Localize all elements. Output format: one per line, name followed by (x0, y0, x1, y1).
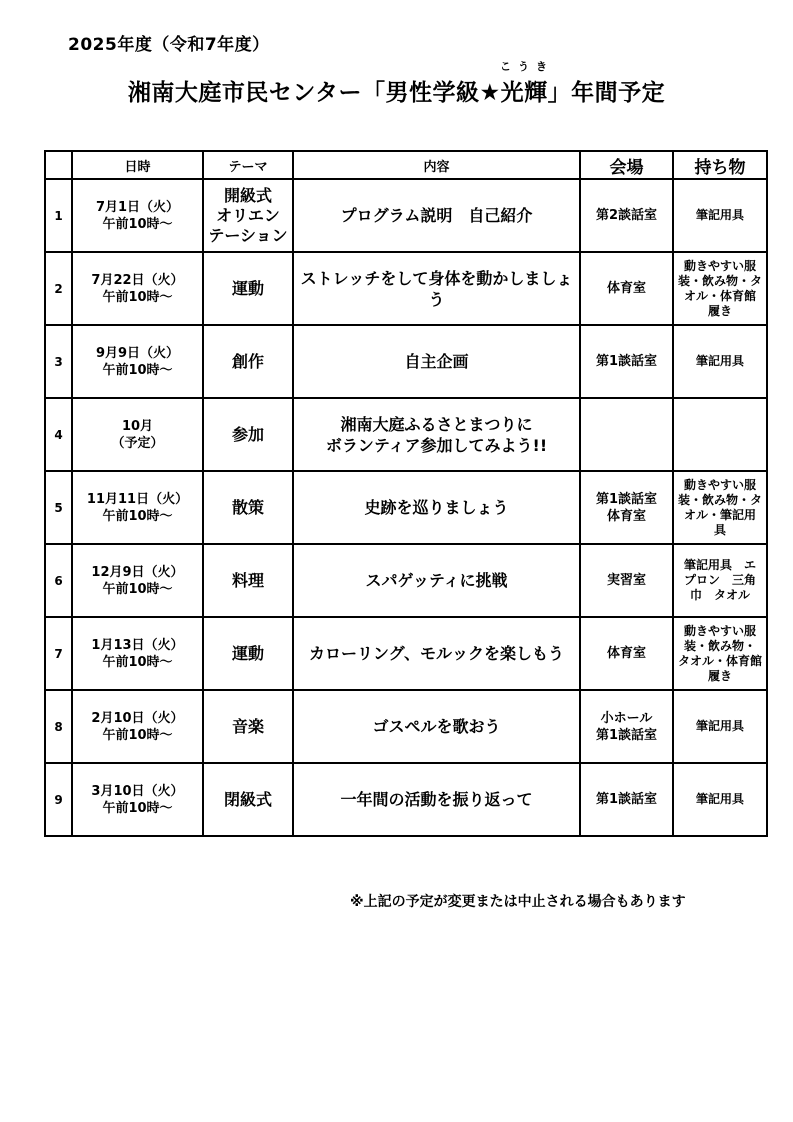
row-theme-line: 運動 (231, 643, 264, 663)
row-venue-line: 体育室 (606, 508, 646, 524)
header-items: 持ち物 (673, 151, 767, 179)
row-datetime (72, 763, 203, 836)
row-datetime-line: 10月 (121, 418, 154, 434)
row-items (673, 617, 767, 690)
row-items (673, 398, 767, 471)
row-items (673, 690, 767, 763)
table-row (45, 763, 767, 836)
table-row (45, 325, 767, 398)
row-datetime-line: 12月9日（火） (91, 564, 184, 580)
row-venue (580, 325, 673, 398)
header-theme: テーマ (203, 151, 293, 179)
row-content (293, 325, 580, 398)
row-items-line: 動きやすい服 (683, 477, 756, 492)
row-content (293, 471, 580, 544)
row-number: 9 (45, 763, 72, 836)
row-datetime-line: 午前10時～ (102, 289, 173, 305)
row-datetime (72, 690, 203, 763)
row-items-line: タオル・体育館 (677, 653, 762, 668)
row-datetime-line: 午前10時～ (102, 581, 173, 597)
row-items (673, 544, 767, 617)
row-content (293, 617, 580, 690)
header-venue: 会場 (580, 151, 673, 179)
row-datetime-line: 1月13日（火） (91, 637, 184, 653)
row-venue-line: 体育室 (606, 646, 646, 661)
row-content-line: スパゲッティに挑戦 (365, 571, 508, 590)
row-items-line: 履き (707, 668, 732, 683)
row-theme (203, 471, 293, 544)
row-content (293, 544, 580, 617)
row-venue (580, 179, 673, 252)
row-venue (580, 252, 673, 325)
row-number: 2 (45, 252, 72, 325)
header-datetime: 日時 (72, 151, 203, 179)
row-number: 6 (45, 544, 72, 617)
row-datetime-line: （予定） (111, 435, 164, 451)
row-content-line: カローリング、モルックを楽しもう (308, 644, 565, 663)
row-venue (580, 763, 673, 836)
row-theme (203, 763, 293, 836)
row-items-line: 筆記用具 エ (683, 558, 756, 572)
row-datetime-line: 午前10時～ (102, 727, 173, 743)
row-theme-line: 開級式 (223, 185, 272, 205)
row-datetime-line: 7月1日（火） (95, 199, 180, 215)
row-datetime-line: 午前10時～ (102, 216, 173, 232)
row-venue-line: 第1談話室 (595, 354, 658, 369)
row-datetime-line: 午前10時～ (102, 654, 173, 670)
row-items-line: 巾 タオル (689, 588, 750, 602)
table-row (45, 179, 767, 252)
row-content (293, 763, 580, 836)
row-items (673, 471, 767, 544)
row-number: 3 (45, 325, 72, 398)
row-theme (203, 690, 293, 763)
row-datetime (72, 398, 203, 471)
row-number: 8 (45, 690, 72, 763)
row-number: 1 (45, 179, 72, 252)
table-row (45, 398, 767, 471)
row-items-line: 筆記用具 (695, 354, 744, 368)
row-content-line: 史跡を巡りましょう (364, 498, 509, 517)
row-theme-line: 閉級式 (223, 789, 272, 809)
row-theme (203, 252, 293, 325)
row-content-line: 一年間の活動を振り返って (340, 790, 533, 809)
row-items-line: 筆記用具 (695, 208, 744, 222)
row-theme-line: 創作 (231, 351, 264, 371)
row-venue-line: 第2談話室 (595, 208, 658, 223)
row-items-line: 装・飲み物・タ (677, 492, 762, 507)
header-number (45, 151, 72, 179)
row-venue (580, 398, 673, 471)
row-venue (580, 617, 673, 690)
row-venue-line: 実習室 (606, 573, 646, 588)
schedule-table (44, 150, 768, 837)
row-content (293, 690, 580, 763)
row-theme (203, 617, 293, 690)
row-items (673, 325, 767, 398)
row-items-line: 装・飲み物・ (683, 638, 756, 653)
row-datetime (72, 471, 203, 544)
row-venue-line: 体育室 (606, 281, 646, 296)
row-number: 5 (45, 471, 72, 544)
row-venue-line: 小ホール (600, 710, 653, 726)
table-row (45, 690, 767, 763)
page-title: 湘南大庭市民センター「男性学級★光輝」年間予定 (127, 80, 666, 106)
row-theme-line: テーション (208, 225, 288, 245)
row-datetime-line: 11月11日（火） (86, 491, 189, 507)
row-datetime-line: 午前10時～ (102, 362, 173, 378)
table-row (45, 471, 767, 544)
row-items (673, 252, 767, 325)
row-content-line: ボランティア参加してみよう!! (325, 435, 548, 455)
row-content-line: 湘南大庭ふるさとまつりに (340, 414, 533, 434)
row-content-line: ゴスペルを歌おう (372, 717, 501, 736)
row-datetime-line: 2月10日（火） (91, 710, 184, 726)
row-datetime-line: 7月22日（火） (91, 272, 184, 288)
row-theme-line: 料理 (231, 570, 264, 590)
row-theme-line: 散策 (231, 497, 264, 517)
row-items-line: 装・飲み物・タ (677, 273, 762, 288)
row-datetime (72, 325, 203, 398)
row-datetime-line: 3月10日（火） (91, 783, 184, 799)
row-venue-line: 第1談話室 (595, 727, 658, 743)
table-row (45, 252, 767, 325)
row-theme-line: 参加 (231, 424, 264, 444)
fiscal-year-label: 2025年度（令和7年度） (68, 35, 270, 55)
row-content-line: ストレッチをして身体を動かしましょ (300, 268, 573, 288)
row-items-line: 筆記用具 (695, 719, 744, 733)
row-venue (580, 690, 673, 763)
row-items-line: 動きやすい服 (683, 623, 756, 638)
row-content (293, 398, 580, 471)
row-datetime (72, 179, 203, 252)
row-theme (203, 179, 293, 252)
table-row (45, 544, 767, 617)
row-content-line: 自主企画 (404, 352, 469, 371)
header-content: 内容 (293, 151, 580, 179)
row-items-line: プロン 三角 (683, 573, 756, 587)
row-theme-line: オリエン (216, 205, 280, 225)
row-venue-line: 第1談話室 (595, 792, 658, 807)
row-items-line: オル・体育館 (683, 288, 756, 303)
row-items-line: オル・筆記用 (683, 507, 756, 522)
row-items (673, 179, 767, 252)
row-number: 4 (45, 398, 72, 471)
row-theme (203, 325, 293, 398)
title-ruby: こうき (500, 60, 554, 73)
row-theme-line: 運動 (231, 278, 264, 298)
row-items-line: 具 (713, 522, 726, 537)
row-venue-line: 第1談話室 (595, 491, 658, 507)
row-datetime (72, 544, 203, 617)
row-content (293, 179, 580, 252)
row-datetime-line: 午前10時～ (102, 800, 173, 816)
row-datetime (72, 252, 203, 325)
table-header-row (45, 151, 767, 179)
row-theme (203, 398, 293, 471)
schedule-change-note: ※上記の予定が変更または中止される場合もあります (350, 894, 686, 910)
row-content-line: う (428, 289, 445, 309)
row-theme (203, 544, 293, 617)
row-theme-line: 音楽 (231, 716, 264, 736)
row-datetime (72, 617, 203, 690)
row-items (673, 763, 767, 836)
row-datetime-line: 午前10時～ (102, 508, 173, 524)
row-venue (580, 471, 673, 544)
row-items-line: 動きやすい服 (683, 258, 756, 273)
row-items-line: 筆記用具 (695, 792, 744, 806)
row-items-line: 履き (707, 303, 732, 318)
row-content (293, 252, 580, 325)
row-number: 7 (45, 617, 72, 690)
table-row (45, 617, 767, 690)
row-venue (580, 544, 673, 617)
row-content-line: プログラム説明 自己紹介 (340, 206, 533, 225)
row-datetime-line: 9月9日（火） (95, 345, 180, 361)
